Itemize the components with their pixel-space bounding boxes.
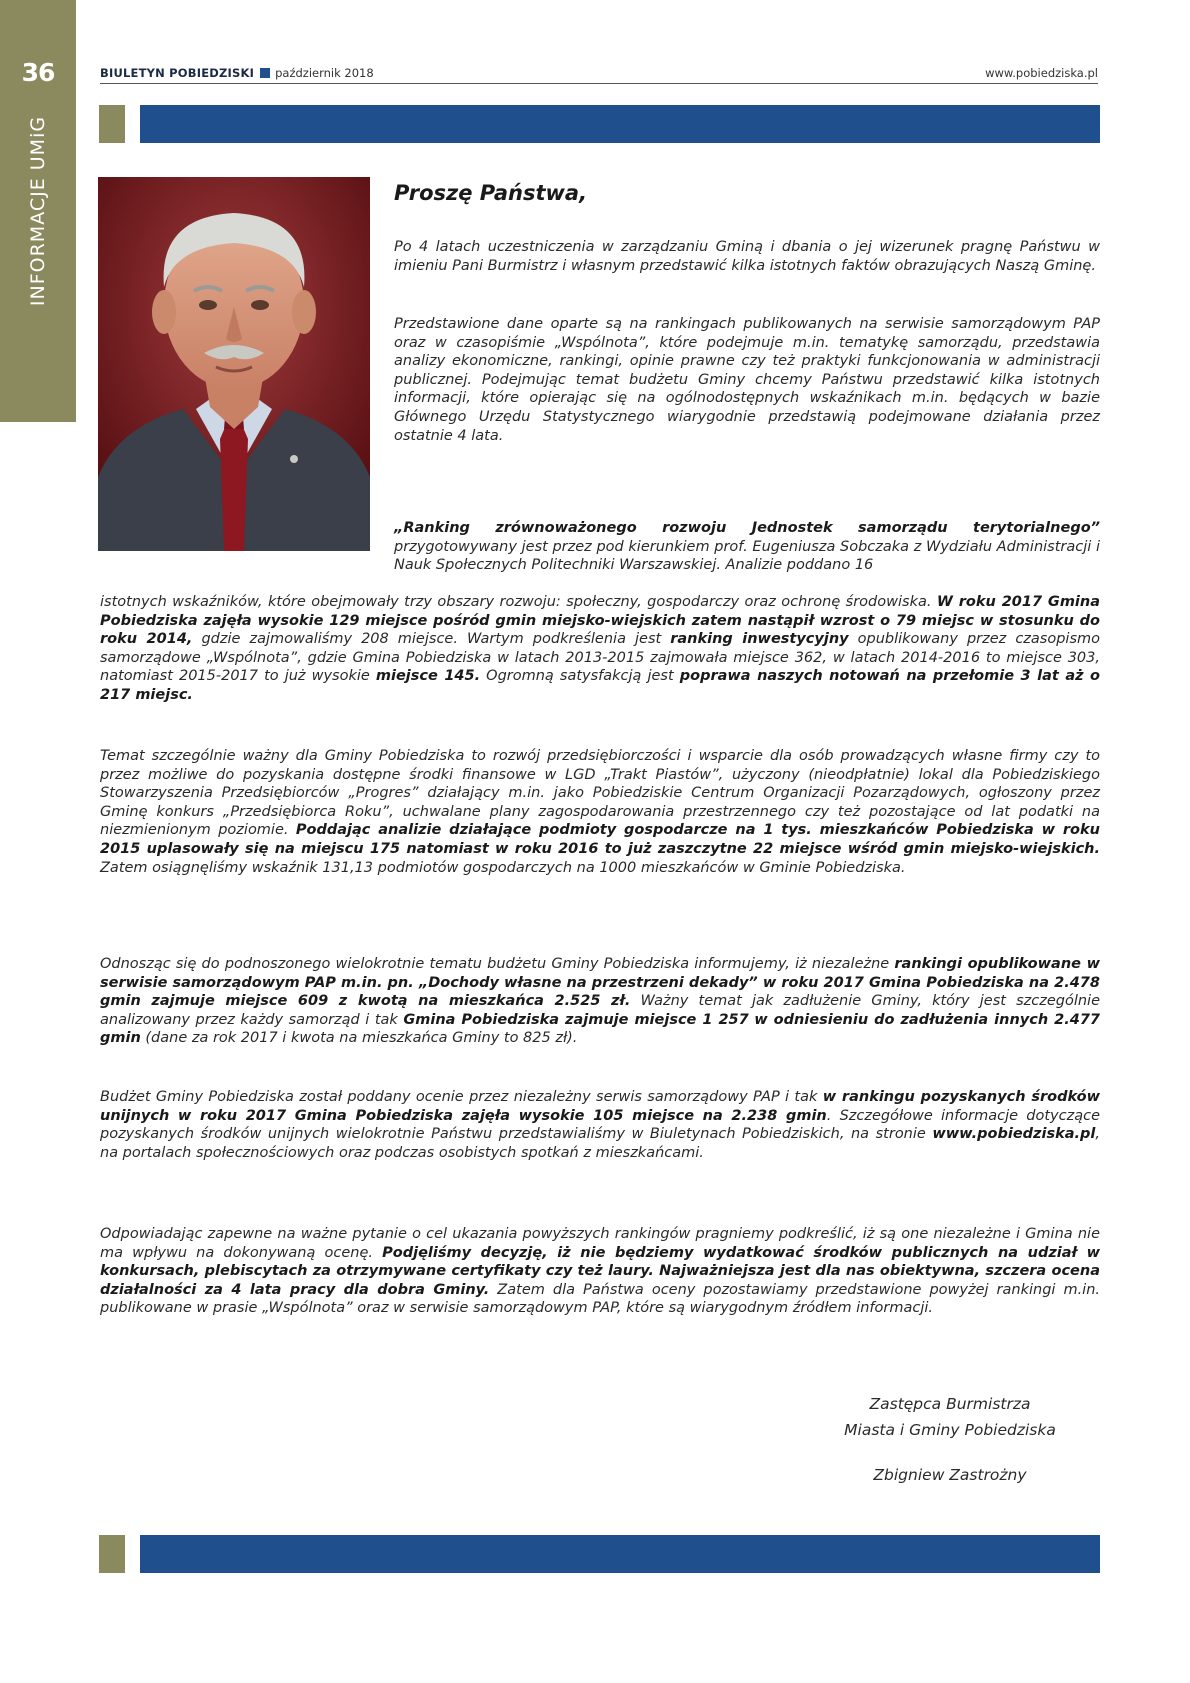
website-url: www.pobiedziska.pl — [985, 66, 1098, 80]
eu-funds-highlight: w rankingu pozyskanych środków unijnych w roku 2017 Gmina Pobiedziska zajęła wysokie 105 miejsce na 2.238 gmin — [100, 1089, 1100, 1124]
debt-highlight-2: w odniesieniu do zadłużenia innych 2.477 gmin — [100, 1011, 1100, 1047]
eu-funds-period: . — [826, 1107, 832, 1124]
signature-name: Zbigniew Zastrożny — [873, 1466, 1027, 1484]
ranking-highlight-3: miejsce 145. — [375, 668, 481, 685]
conclusion-text: Odpowiadając zapewne na ważne pytanie o cel ukazania powyższych rankingów pragniemy podkreślić, iż są one niezależne i Gmina nie ma wpływu na dokonywaną ocenę. — [100, 1226, 1100, 1261]
ranking-text-2: istotnych wskaźników, które obejmowały trzy obszary rozwoju: społeczny, gospodarczy oraz ochronę środowiska. — [100, 594, 932, 610]
bulletin-title: BIULETYN POBIEDZISKI — [100, 66, 255, 80]
eu-funds-text-3: w Biuletynach Pobiedziskich, na stronie — [631, 1126, 933, 1143]
section-label-text: INFORMACJE UMiG — [27, 115, 49, 307]
portrait-illustration — [98, 177, 370, 551]
header-rule — [100, 83, 1098, 84]
portrait-photo — [98, 177, 370, 551]
conclusion-highlight: Podjęliśmy decyzję, iż nie będziemy wydatkować środków publicznych na udział w konkursach, plebiscytach za otrzymywane certyfikaty czy też laury. Najważniejsza jest dla nas obiektywna, szczera ocena działalności za 4 lata pracy dla dobra Gminy. — [100, 1244, 1100, 1298]
website-link[interactable]: www.pobiedziska.pl — [932, 1126, 1096, 1143]
issue-date: październik 2018 — [275, 66, 374, 80]
eu-funds-paragraph — [100, 1088, 1100, 1162]
budget-highlight: rankingi opublikowane w serwisie samorządowym PAP m.in. pn. „Dochody własne na przestrzeni dekady” w roku 2017 Gmina Pobiedziska na 2.478 gmin zajmuje miejsce 609 z kwotą na mieszkańca 2.525 zł. — [100, 956, 1100, 1010]
ranking-highlight-2: ranking inwestycyjny — [670, 631, 849, 648]
bottom-blue-bar — [140, 1535, 1100, 1573]
debt-highlight: Gmina Pobiedziska zajmuje miejsce 1 257 — [403, 1011, 749, 1028]
eu-funds-text-2: Szczegółowe informacje dotyczące pozyskanych środków unijnych wielokrotnie Państwu przedstawialiśmy — [100, 1107, 1100, 1143]
bottom-gold-bar — [99, 1535, 125, 1573]
signature-role-1: Zastępca Burmistrza — [869, 1395, 1031, 1413]
eu-funds-text: Budżet Gminy Pobiedziska został poddany ocenie przez niezależny serwis samorządowy PAP i tak — [100, 1089, 823, 1105]
ranking-text: przygotowywany jest przez pod kierunkiem prof. Eugeniusza Sobczaka z Wydziału Administracji i Nauk Społecznych Politechniki Warszawskiej. Analizie poddano 16 — [394, 538, 1100, 574]
greeting: Proszę Państwa, — [394, 181, 588, 205]
ranking-text-4: opublikowany przez czasopismo samorządowe „Wspólnota”, gdzie Gmina Pobiedziska w latach 2013-2015 zajmowała miejsce 362, w latach 2014-2016 to miejsce 303, natomiast 2015-2017 to już wysokie — [100, 631, 1100, 685]
ranking-highlight-1: W roku 2017 Gmina Pobiedziska zajęła wysokie 129 miejsce pośród gmin miejsko-wiejskich zatem nastąpił wzrost o 79 miejsc w stosunku do roku 2014, — [100, 594, 1101, 648]
budget-text: Odnosząc się do podnoszonego wielokrotnie tematu budżetu Gminy Pobiedziska informujemy, iż niezależne — [100, 956, 895, 972]
ranking-text-5: Ogromną satysfakcją jest — [480, 668, 680, 685]
page-number: 36 — [21, 58, 55, 87]
top-gold-bar — [99, 105, 125, 143]
ranking-paragraph-continued — [100, 593, 1100, 705]
ranking-paragraph-start — [394, 519, 1100, 575]
section-label — [23, 100, 53, 322]
square-icon — [260, 68, 270, 78]
entrepreneurship-paragraph — [100, 747, 1100, 877]
budget-paragraph — [100, 955, 1100, 1048]
ranking-highlight-4: poprawa naszych notowań na przełomie 3 lat aż o 217 miejsc. — [100, 668, 1101, 703]
budget-text-3: (dane za rok 2017 i kwota na mieszkańca Gminy to 825 zł). — [140, 1030, 578, 1047]
ranking-text-3: gdzie zajmowaliśmy 208 miejsce. Wartym podkreślenia jest — [192, 631, 671, 648]
intro-paragraph: Po 4 latach uczestniczenia w zarządzaniu Gminą i dbania o jej wizerunek pragnę Państwu w imieniu Pani Burmistrz i własnym przedstawić kilka istotnych faktów obrazujących Naszą Gminę. — [394, 239, 1100, 274]
top-blue-bar — [140, 105, 1100, 143]
conclusion-text-2: Zatem dla Państwa oceny pozostawiamy przedstawione powyżej rankingi m.in. publikowane w prasie „Wspólnota” oraz w serwisie samorządowym PAP, które są wiarygodnym źródłem informacji. — [100, 1281, 1101, 1317]
entrepreneurship-highlight: Poddając analizie działające podmioty gospodarcze na 1 tys. mieszkańców Pobiedziska w roku 2015 uplasowały się na miejscu 175 natomiast w roku 2016 to już zaszczytne 22 miejsce wśród gmin miejsko-wiejskich. — [100, 822, 1100, 857]
entrepreneurship-text-2: Zatem osiągnęliśmy wskaźnik 131,13 podmiotów gospodarczych na 1000 mieszkańców w Gminie Pobiedziska. — [100, 859, 906, 876]
signature-role-2: Miasta i Gminy Pobiedziska — [844, 1421, 1056, 1439]
entrepreneurship-text: Temat szczególnie ważny dla Gminy Pobiedziska to rozwój przedsiębiorczości i wsparcie dla osób prowadzących własne firmy czy to przez możliwe do pozyskania dostępne środki finansowe w LGD „Trakt Piastów”, użyczony (nieodpłatnie) lokal dla Pobiedziskiego Stowarzyszenia Przedsiębiorców „Progres” działający m.in. jako Pobiedziskie Centrum Organizacji Pozarządowych, ogłoszony przez Gminę konkurs „Przedsiębiorca Roku”, uchwalane plany zagospodarowania przestrzennego czy też pozostające od lat podatki na niezmienionym poziomie. — [100, 748, 1100, 839]
data-source-paragraph: Przedstawione dane oparte są na rankingach publikowanych na serwisie samorządowym PAP oraz w czasopiśmie „Wspólnota”, które podejmuje m.in. tematykę samorządu, przedstawia analizy ekonomiczne, rankingi, opinie prawne czy też praktyki funkcjonowania w administracji publicznej. Podejmując temat budżetu Gminy chcemy Państwu przedstawić kilka istotnych informacji, które opierając się na ogólnodostępnych wskaźnikach m.in. będących w bazie Głównego Urzędu Statystycznego wiarygodnie przedstawią podejmowane działania przez ostatnie 4 lata. — [394, 316, 1100, 444]
budget-text-2: Ważny temat jak zadłużenie Gminy, który jest szczególnie analizowany przez każdy samorząd i tak — [100, 993, 1101, 1028]
eu-funds-text-4: , na portalach społecznościowych oraz podczas osobistych spotkań z mieszkańcami. — [100, 1126, 1100, 1161]
conclusion-paragraph — [100, 1225, 1100, 1318]
ranking-title: „Ranking zrównoważonego rozwoju Jednostek samorządu terytorialnego” — [394, 520, 1100, 536]
